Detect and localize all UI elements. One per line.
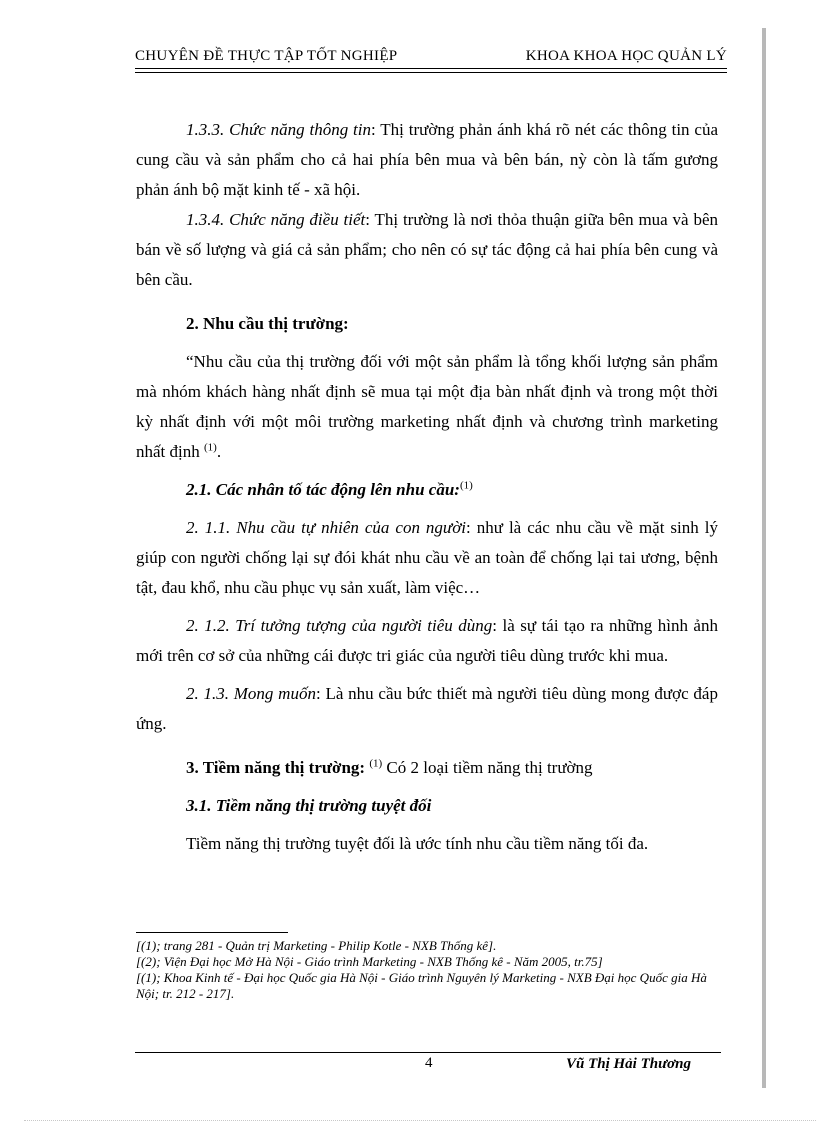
heading-3: 3. Tiềm năng thị trường: (186, 758, 366, 777)
heading-2-1-line (136, 475, 718, 505)
ref-2: (1) (204, 441, 217, 454)
footer-rule (135, 1052, 721, 1053)
paragraph-2-1-3 (136, 679, 718, 739)
author-name: Vũ Thị Hải Thương (566, 1056, 691, 1072)
heading-2-1-3: 2. 1.3. Mong muốn (186, 684, 316, 703)
text-2: “Nhu cầu của thị trường đối với một sản phẩm là tổng khối lượng sản phẩm mà nhóm khách hàng nhất định sẽ mua tại một địa bàn nhất định và trong một thời kỳ nhất định với một môi trường marketing nhất định và chương trình marketing nhất định (136, 352, 718, 461)
page-border-right (762, 28, 766, 1088)
heading-2-1-2: 2. 1.2. Trí tưởng tượng của người tiêu dùng (186, 616, 493, 635)
text-2-1-1: : như là các nhu cầu về mặt sinh lý giúp con người chống lại sự đói khát nhu cầu về an toàn để chống lại tai ương, bệnh tật, đau khổ, nhu cầu phục vụ sản xuất, làm việc… (136, 518, 718, 597)
paragraph-1-3-4 (136, 205, 718, 295)
heading-2-1: 2.1. Các nhân tố tác động lên nhu cầu: (186, 480, 460, 499)
paragraph-2-1-2 (136, 611, 718, 671)
document-body (136, 115, 718, 859)
header-right: KHOA KHOA HỌC QUẢN LÝ (525, 48, 727, 64)
footnote-2: [(2); Viện Đại học Mở Hà Nội - Giáo trình Marketing - NXB Thống kê - Năm 2005, tr.75] (136, 954, 603, 969)
ref-2-1: (1) (459, 479, 473, 492)
text-2-1-3: : Là nhu cầu bức thiết mà người tiêu dùng mong được đáp ứng. (136, 684, 718, 733)
heading-2-1-1: 2. 1.1. Nhu cầu tự nhiên của con người (186, 518, 467, 537)
paragraph-2 (136, 347, 718, 467)
footnotes (136, 938, 726, 1002)
heading-1-3-4: 1.3.4. Chức năng điều tiết (186, 210, 366, 229)
header-double-rule (135, 72, 727, 73)
paragraph-1-3-3 (136, 115, 718, 205)
text-2-1-2: : là sự tái tạo ra những hình ảnh mới trên cơ sở của những cái được tri giác của người tiêu dùng trước khi mua. (136, 616, 718, 665)
text-1-3-3: : Thị trường phản ánh khá rõ nét các thông tin của cung cầu và sản phẩm cho cả hai phía bên mua và bên bán, nỳ còn là tấm gương phản ánh bộ mặt kinh tế - xã hội. (136, 120, 719, 199)
text-2-end: . (216, 442, 222, 461)
paragraph-3 (136, 753, 718, 783)
footnote-rule (136, 932, 288, 933)
page-border-bottom (24, 1120, 816, 1121)
header-left: CHUYÊN ĐỀ THỰC TẬP TỐT NGHIỆP (135, 48, 398, 64)
page-number: 4 (425, 1055, 433, 1071)
page-header (135, 48, 727, 69)
heading-1-3-3: 1.3.3. Chức năng thông tin (186, 120, 372, 139)
paragraph-2-1-1 (136, 513, 718, 603)
text-3: Có 2 loại tiềm năng thị trường (382, 758, 593, 777)
heading-3-1: 3.1. Tiềm năng thị trường tuyệt đối (186, 796, 432, 815)
ref-3: (1) (369, 757, 383, 770)
heading-2: 2. Nhu cầu thị trường: (186, 314, 349, 333)
paragraph-3-1: Tiềm năng thị trường tuyệt đối là ước tính nhu cầu tiềm năng tối đa. (186, 834, 649, 853)
text-1-3-4: : Thị trường là nơi thỏa thuận giữa bên mua và bên bán về số lượng và giá cả sản phẩm; cho nên có sự tác động cả hai phía bên cung và bên cầu. (136, 210, 718, 289)
footnote-3: [(1); Khoa Kinh tế - Đại học Quốc gia Hà Nội - Giáo trình Nguyên lý Marketing - NXB Đại học Quốc gia Hà Nội; tr. 212 - 217]. (136, 970, 707, 1001)
footnote-1: [(1); trang 281 - Quản trị Marketing - Philip Kotle - NXB Thống kê]. (136, 938, 497, 953)
